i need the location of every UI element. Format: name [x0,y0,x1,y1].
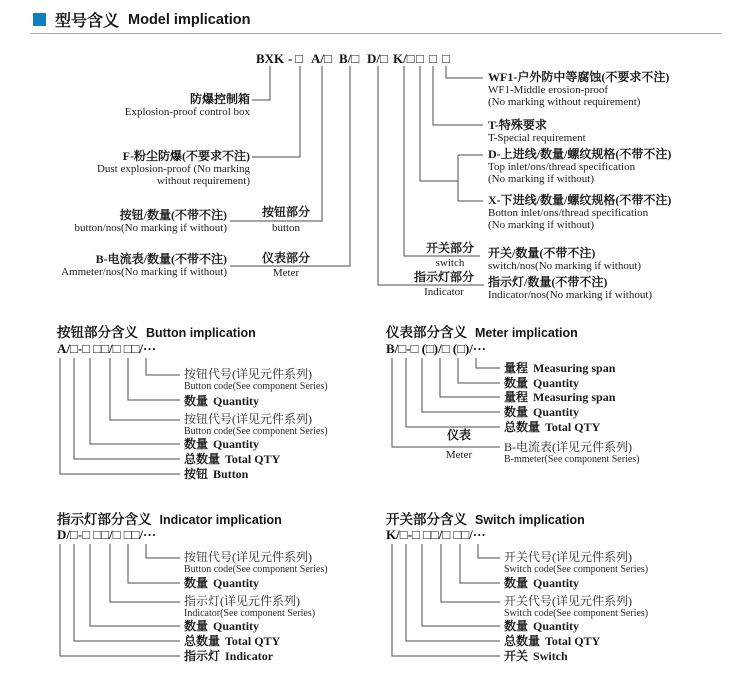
label-cn: X-下进线/数量/螺纹规格(不带不注) [488,193,672,207]
label-cn: 仪表 [446,428,471,442]
label-en: Top inlet/ons/thread specification [488,161,636,173]
label-en: Button [213,467,249,481]
label-cn: 指示灯部分 [413,270,474,284]
model-code-meter-seg: B/□ [339,51,360,66]
label-explosion-proof-box [125,93,250,118]
label-ammeter-nos [61,253,227,278]
section-code-meter: B/□-□ (□)/□ (□)/··· [386,341,486,356]
tree-label [184,394,259,409]
section-title-en: Button implication [146,326,256,340]
label-wf1 [488,71,669,108]
label-en: Button code(See component Series) [184,381,328,392]
label-indicator-nos [488,276,652,301]
label-en: Total QTY [225,634,281,648]
label-en: Total QTY [545,420,601,434]
label-en: without requirement) [156,175,250,187]
label-en: Indicator(See component Series) [184,608,316,619]
section-title-indicator [57,508,282,528]
tree-label [184,437,259,452]
model-code-box: □ [442,51,450,66]
label-en: Botton inlet/ons/thread specification [488,207,649,219]
section-code-button: A/□-□ □□/□ □□/··· [57,341,157,356]
label-top-inlet [488,148,671,185]
label-en: button [271,222,301,234]
label-en: T-Special requirement [488,132,586,144]
label-cn: 数量 [184,619,209,633]
label-en: switch [435,257,465,269]
meter-side-label-cn [437,429,481,442]
tree-label [184,413,328,437]
label-cn: 按钮代号(详见元件系列) [184,367,312,381]
label-cn: 仪表部分 [261,251,310,265]
section-title-cn: 仪表部分含义 [386,325,467,340]
label-switch-nos [488,247,641,272]
label-en: Switch code(See component Series) [504,564,649,575]
section-title-en: Switch implication [475,513,585,527]
label-cn: 数量 [184,394,209,408]
section-title-en: Indicator implication [159,513,282,527]
model-code-switch-seg: K/□ [393,51,415,66]
label-special-requirement [488,119,586,144]
label-cn: 量程 [504,390,529,404]
label-en: Quantity [213,619,260,633]
tree-label [184,452,280,467]
label-cn: 按钮/数量(不带不注) [119,208,227,222]
branch-switch-part [418,242,482,269]
label-cn: 开关代号(详见元件系列) [504,594,632,608]
label-cn: 指示灯(详见元件系列) [184,594,300,608]
model-code-box: □ [295,51,303,66]
model-code-button-seg: A/□ [311,51,332,66]
section-title-button [57,321,256,341]
label-en: button/nos(No marking if without) [74,222,227,234]
tree-label [504,595,648,619]
label-cn: 数量 [504,576,529,590]
label-en: Switch [533,649,568,663]
section-title-cn: 指示灯部分含义 [57,512,152,527]
page-title-en: Model implication [128,11,251,28]
label-bottom-inlet [488,194,671,231]
section-title-switch [386,508,585,528]
label-en: Meter [272,267,300,279]
label-en: Quantity [533,576,580,590]
tree-label [184,576,259,591]
section-code-indicator: D/□-□ □□/□ □□/··· [57,527,157,542]
model-code-indicator-seg: D/□ [367,51,388,66]
label-cn: 开关部分 [425,241,474,255]
label-cn: 总数量 [184,634,221,648]
tree-label [184,595,315,619]
tree-label [504,420,600,435]
section-title-meter [386,321,578,341]
label-cn: 数量 [504,619,529,633]
label-cn: 数量 [504,405,529,419]
label-en: Measuring span [533,390,616,404]
label-cn: B-电流表(详见元件系列) [504,440,632,454]
label-cn: 数量 [184,437,209,451]
branch-button-part [254,206,318,234]
label-en: Meter [445,449,473,461]
label-en: Quantity [213,394,260,408]
tree-label [504,576,579,591]
tree-label [184,467,248,482]
label-cn: D-上进线/数量/螺纹规格(不带不注) [488,147,672,161]
label-cn: 按钮部分 [261,205,310,219]
label-cn: 量程 [504,361,529,375]
section-title-cn: 按钮部分含义 [57,325,138,340]
tree-label [504,361,615,376]
label-cn: 总数量 [184,452,221,466]
label-cn: B-电流表/数量(不带不注) [95,252,227,266]
label-cn: 开关代号(详见元件系列) [504,550,632,564]
label-en: Quantity [213,576,260,590]
tree-label [504,390,615,405]
label-cn: 总数量 [504,634,541,648]
section-code-switch: K/□-□ □□/□ □□/··· [386,527,486,542]
tree-label [184,551,328,575]
label-cn: WF1-户外防中等腐蚀(不要求不注) [488,70,670,84]
branch-indicator-part [404,271,484,298]
label-cn: 指示灯 [184,649,221,663]
label-cn: 按钮代号(详见元件系列) [184,412,312,426]
label-cn: T-特殊要求 [488,118,547,132]
label-en: Quantity [533,619,580,633]
label-cn: F-粉尘防爆(不要求不注) [122,149,250,163]
label-cn: 总数量 [504,420,541,434]
label-en: Dust explosion-proof (No marking [96,163,250,175]
tree-label [504,405,579,420]
tree-label [184,634,280,649]
label-cn: 数量 [504,376,529,390]
label-button-nos [75,209,227,234]
label-cn: 开关/数量(不带不注) [488,246,596,260]
branch-meter-part [254,252,318,279]
label-en: Quantity [533,376,580,390]
page-title-cn: 型号含义 [55,13,120,30]
label-en: Ammeter/nos(No marking if without) [61,266,227,278]
tree-label [504,376,579,391]
model-code-box: □ [416,51,424,66]
meter-side-label-en [437,449,481,461]
label-en: Switch code(See component Series) [504,608,649,619]
label-cn: 指示灯/数量(不带不注) [488,275,608,289]
section-title-en: Meter implication [475,326,578,340]
label-en: Indicator/nos(No marking if without) [488,289,653,301]
tree-label [504,619,579,634]
label-en: (No marking if without) [488,173,595,185]
label-en: Indicator [225,649,274,663]
tree-label [184,649,273,664]
tree-label [184,368,328,392]
section-title-cn: 开关部分含义 [386,512,467,527]
model-code-prefix: BXK [256,51,285,66]
tree-label-ammeter [504,441,640,465]
page-header [33,8,250,31]
label-en: Total QTY [545,634,601,648]
label-cn: 按钮 [184,467,209,481]
label-en: Button code(See component Series) [184,426,328,437]
tree-label [504,551,648,575]
label-en: (No marking without requirement) [488,96,641,108]
label-cn: 开关 [504,649,529,663]
label-cn: 数量 [184,576,209,590]
label-en: Button code(See component Series) [184,564,328,575]
tree-label [184,619,259,634]
model-code-dash: - [288,51,293,66]
tree-label [504,649,568,664]
label-en: WF1-Middle erosion-proof [488,84,609,96]
label-en: (No marking if without) [488,219,595,231]
label-en: Quantity [213,437,260,451]
label-en: Measuring span [533,361,616,375]
label-en: Indicator [424,286,464,298]
label-dust-explosion-proof [97,150,250,187]
label-en: Total QTY [225,452,281,466]
model-code-box: □ [429,51,437,66]
label-en: Explosion-proof control box [124,106,250,118]
header-accent-square-icon [33,13,46,26]
label-cn: 防爆控制箱 [189,92,250,106]
label-en: switch/nos(No marking if without) [488,260,642,272]
tree-label [504,634,600,649]
label-en: Quantity [533,405,580,419]
label-cn: 按钮代号(详见元件系列) [184,550,312,564]
label-en: B-mmeter(See component Series) [504,454,640,465]
